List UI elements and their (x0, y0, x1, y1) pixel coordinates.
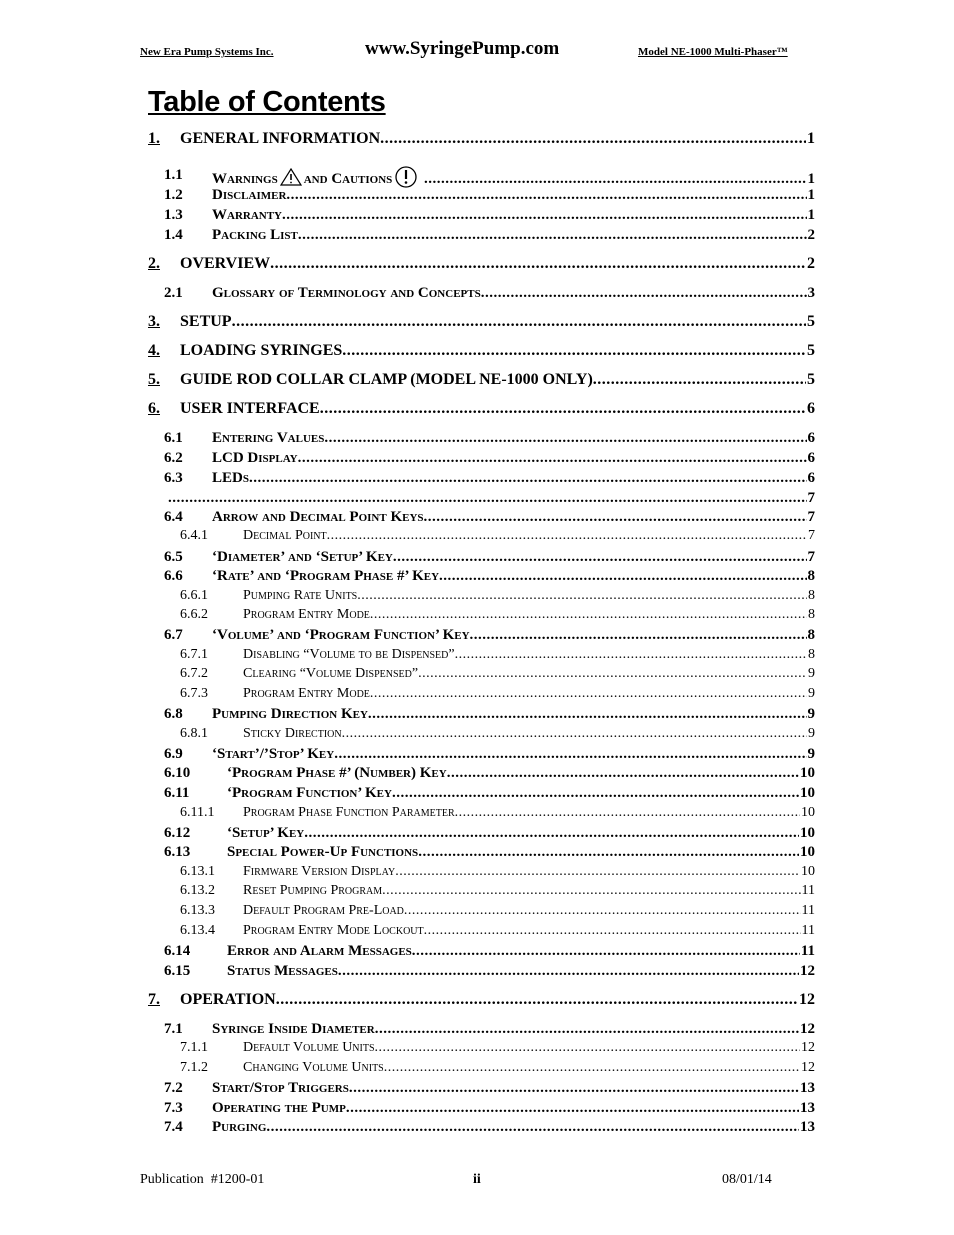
toc-number: 6.4.1 (180, 528, 208, 543)
toc-page: 13 (800, 1119, 815, 1135)
toc-page: 13 (800, 1080, 815, 1096)
toc-page: 11 (801, 883, 815, 898)
toc-page: 7 (807, 509, 815, 525)
toc-entry-6-13-3[interactable] (0, 902, 954, 920)
toc-title: Program Entry Mode Lockout (243, 923, 424, 938)
toc-entry-6-6-1[interactable] (0, 587, 954, 605)
toc-number: 6.1 (164, 430, 183, 446)
toc-number: 3. (148, 313, 160, 330)
toc-entry-1-4[interactable] (0, 226, 954, 244)
toc-page: 5 (807, 371, 815, 388)
toc-page: 11 (801, 903, 815, 918)
toc-number: 7.1.2 (180, 1060, 208, 1075)
toc-entry-2-1[interactable] (0, 284, 954, 302)
toc-entry-6-5[interactable] (0, 548, 954, 566)
toc-title: Disabling “Volume to be Dispensed” (243, 647, 455, 662)
toc-title: Pumping Rate Units (243, 588, 358, 603)
toc-number: 6.6.1 (180, 588, 208, 603)
toc-title: Clearing “Volume Dispensed” (243, 666, 419, 681)
toc-number: 2. (148, 255, 160, 272)
toc-number: 6.6 (164, 568, 183, 584)
toc-entry-6-15[interactable] (0, 962, 954, 980)
toc-page: 8 (808, 588, 815, 603)
toc-number: 6. (148, 400, 160, 417)
toc-number: 6.2 (164, 450, 183, 466)
toc-number: 6.7.1 (180, 647, 208, 662)
toc-number: 6.13.4 (180, 923, 215, 938)
toc-title: GENERAL INFORMATION (180, 130, 381, 147)
toc-title: Entering Values (212, 430, 325, 446)
toc-title: ‘Rate’ and ‘Program Phase #’ Key (212, 568, 440, 584)
toc-page: 10 (800, 844, 815, 860)
toc-entry-3[interactable] (0, 313, 954, 331)
toc-entry-7-2[interactable] (0, 1079, 954, 1097)
toc-entry-1-1[interactable] (0, 166, 954, 187)
toc-number: 6.8.1 (180, 726, 208, 741)
toc-number: 6.14 (164, 943, 191, 959)
toc-page: 8 (808, 607, 815, 622)
toc-number: 2.1 (164, 285, 183, 301)
toc-entry-6-12[interactable] (0, 824, 954, 842)
toc-number: 6.11 (164, 785, 190, 801)
toc-title: ‘Program Function’ Key (227, 785, 392, 801)
toc-page: 3 (807, 285, 815, 301)
toc-entry-6-13[interactable] (0, 843, 954, 861)
toc-title: USER INTERFACE (180, 400, 320, 417)
toc-entry-6-2[interactable] (0, 449, 954, 467)
toc-number: 6.13.1 (180, 864, 215, 879)
toc-number: 7.4 (164, 1119, 183, 1135)
toc-title: Error and Alarm Messages (227, 943, 412, 959)
toc-page: 8 (807, 627, 815, 643)
website-link[interactable]: www.SyringePump.com (365, 38, 560, 59)
toc-title: Start/Stop Triggers (212, 1080, 349, 1096)
toc-title-suffix: and Cautions (303, 171, 393, 187)
toc-number: 6.11.1 (180, 805, 215, 820)
toc-number: 6.15 (164, 963, 191, 979)
toc-entry-1-2[interactable] (0, 186, 954, 204)
toc-entry-2[interactable] (0, 255, 954, 273)
toc-title: ‘Setup’ Key (227, 825, 305, 841)
toc-number: 5. (148, 371, 160, 388)
toc-number: 6.5 (164, 549, 183, 565)
toc-entry-6-7-2[interactable] (0, 665, 954, 683)
toc-page: 1 (807, 130, 815, 147)
toc-page: 11 (800, 943, 815, 959)
toc-title: Packing List (212, 227, 298, 243)
toc-page: 6 (807, 430, 815, 446)
toc-number: 6.7.3 (180, 686, 208, 701)
toc-number: 6.12 (164, 825, 191, 841)
toc-entry-6-7-3[interactable] (0, 685, 954, 703)
toc-entry-6-11-1[interactable] (0, 804, 954, 822)
toc-entry-6-10[interactable] (0, 764, 954, 782)
toc-page: 7 (807, 490, 815, 506)
toc-entry-7-1-2[interactable] (0, 1059, 954, 1077)
toc-entry-6-1[interactable] (0, 429, 954, 447)
toc-entry-6-13-2[interactable] (0, 882, 954, 900)
toc-number: 6.8 (164, 706, 183, 722)
toc-page: 9 (807, 706, 815, 722)
page-title: Table of Contents (148, 86, 386, 118)
toc-entry-6-8-1[interactable] (0, 725, 954, 743)
toc-number: 7.3 (164, 1100, 183, 1116)
company-name: New Era Pump Systems Inc. (140, 46, 274, 58)
toc-title: Default Volume Units (243, 1040, 375, 1055)
toc-number: 7.1 (164, 1021, 183, 1037)
toc-entry-7-3[interactable] (0, 1099, 954, 1117)
toc-number: 6.7.2 (180, 666, 208, 681)
toc-entry-6-11[interactable] (0, 784, 954, 802)
toc-entry-6-4[interactable] (0, 508, 954, 526)
toc-title: Decimal Point (243, 528, 327, 543)
toc-entry-untitled[interactable] (0, 489, 954, 507)
toc-title: Program Entry Mode (243, 607, 370, 622)
toc-entry-6-4-1[interactable] (0, 527, 954, 545)
toc-title: Pumping Direction Key (212, 706, 368, 722)
publication-number: Publication #1200-01 (140, 1172, 265, 1187)
toc-number: 6.4 (164, 509, 183, 525)
toc-entry-1-3[interactable] (0, 206, 954, 224)
toc-page: 8 (808, 647, 815, 662)
toc-number: 4. (148, 342, 160, 359)
toc-title: Special Power-Up Functions (227, 844, 419, 860)
toc-entry-6-6[interactable] (0, 567, 954, 585)
toc-title: LCD Display (212, 450, 298, 466)
toc-entry-7-1[interactable] (0, 1020, 954, 1038)
toc-title: ‘Program Phase #’ (Number) Key (227, 765, 447, 781)
toc-number: 7. (148, 991, 160, 1008)
toc-entry-6-3[interactable] (0, 469, 954, 487)
toc-page: 1 (807, 171, 815, 187)
toc-entry-7-4[interactable] (0, 1118, 954, 1136)
toc-page: 9 (808, 666, 815, 681)
toc-number: 6.6.2 (180, 607, 208, 622)
toc-entry-6-13-4[interactable] (0, 922, 954, 940)
toc-page: 7 (807, 549, 815, 565)
toc-page: 9 (808, 726, 815, 741)
toc-page: 10 (800, 765, 815, 781)
toc-number: 1. (148, 130, 160, 147)
toc-entry-4[interactable] (0, 342, 954, 360)
toc-entry-6-7[interactable] (0, 626, 954, 644)
toc-page: 13 (800, 1100, 815, 1116)
toc-title: Disclaimer (212, 187, 287, 203)
toc-title: Reset Pumping Program (243, 883, 383, 898)
toc-page: 10 (801, 805, 815, 820)
toc-page: 7 (808, 528, 815, 543)
toc-page: 5 (807, 342, 815, 359)
toc-number: 7.2 (164, 1080, 183, 1096)
toc-number: 1.2 (164, 187, 183, 203)
toc-page: 9 (807, 746, 815, 762)
toc-page: 12 (801, 1040, 815, 1055)
toc-number: 6.3 (164, 470, 183, 486)
toc-entry-6-14[interactable] (0, 942, 954, 960)
toc-page: 12 (800, 1021, 815, 1037)
toc-page: 12 (799, 991, 815, 1008)
caution-exclamation-icon (394, 166, 418, 188)
toc-page: 5 (807, 313, 815, 330)
toc-page: 6 (807, 450, 815, 466)
toc-page: 10 (801, 864, 815, 879)
toc-title: Firmware Version Display (243, 864, 396, 879)
toc-number: 6.10 (164, 765, 191, 781)
toc-number: 7.1.1 (180, 1040, 208, 1055)
toc-title: Status Messages (227, 963, 338, 979)
toc-title: GUIDE ROD COLLAR CLAMP (MODEL NE-1000 ONLY) (180, 371, 593, 388)
toc-title: Operating the Pump (212, 1100, 346, 1116)
toc-title: LOADING SYRINGES (180, 342, 343, 359)
toc-number: 6.13.3 (180, 903, 215, 918)
toc-page: 12 (801, 1060, 815, 1075)
page-header (0, 38, 954, 68)
toc-page: 1 (807, 187, 815, 203)
toc-number: 1.4 (164, 227, 183, 243)
toc-number: 6.7 (164, 627, 183, 643)
toc-page: 9 (808, 686, 815, 701)
toc-title: OVERVIEW (180, 255, 271, 272)
toc-page: 1 (807, 207, 815, 223)
toc-title: Warranty (212, 207, 282, 223)
toc-entry-6-13-1[interactable] (0, 863, 954, 881)
toc-entry-1[interactable] (0, 130, 954, 148)
toc-number: 6.9 (164, 746, 183, 762)
toc-title: LEDs (212, 470, 249, 486)
toc-page: 2 (807, 255, 815, 272)
toc-title: Sticky Direction (243, 726, 342, 741)
toc-number: 6.13.2 (180, 883, 215, 898)
toc-title: Arrow and Decimal Point Keys (212, 509, 424, 525)
toc-entry-6-9[interactable] (0, 745, 954, 763)
toc-number: 1.3 (164, 207, 183, 223)
toc-page: 2 (807, 227, 815, 243)
toc-title: Syringe Inside Diameter (212, 1021, 375, 1037)
toc-page: 11 (801, 923, 815, 938)
toc-title: Program Phase Function Parameter (243, 805, 455, 820)
toc-title: Program Entry Mode (243, 686, 370, 701)
toc-page: 12 (800, 963, 815, 979)
toc-entry-7-1-1[interactable] (0, 1039, 954, 1057)
publication-date: 08/01/14 (722, 1172, 772, 1187)
toc-title: OPERATION (180, 991, 276, 1008)
toc-title: ‘Volume’ and ‘Program Function’ Key (212, 627, 470, 643)
toc-entry-6[interactable] (0, 400, 954, 418)
warning-triangle-icon (280, 168, 302, 186)
toc-entry-6-8[interactable] (0, 705, 954, 723)
toc-entry-6-7-1[interactable] (0, 646, 954, 664)
toc-page: 8 (807, 568, 815, 584)
toc-page: 10 (800, 785, 815, 801)
toc-title: Purging (212, 1119, 267, 1135)
toc-entry-7[interactable] (0, 991, 954, 1009)
toc-title: Warnings (212, 171, 278, 187)
toc-title: Default Program Pre-Load (243, 903, 404, 918)
toc-entry-6-6-2[interactable] (0, 606, 954, 624)
toc-title: ‘Diameter’ and ‘Setup’ Key (212, 549, 393, 565)
toc-entry-5[interactable] (0, 371, 954, 389)
toc-title: SETUP (180, 313, 232, 330)
toc-page: 10 (800, 825, 815, 841)
toc-page: 6 (807, 400, 815, 417)
toc-title: Changing Volume Units (243, 1060, 384, 1075)
toc-title: ‘Start’/’Stop’ Key (212, 746, 335, 762)
toc-number: 1.1 (164, 167, 183, 183)
toc-number: 6.13 (164, 844, 191, 860)
toc-title: Glossary of Terminology and Concepts (212, 285, 481, 301)
page-number: ii (473, 1172, 481, 1187)
model-name: Model NE-1000 Multi-Phaser™ (638, 46, 788, 58)
toc-page: 6 (807, 470, 815, 486)
